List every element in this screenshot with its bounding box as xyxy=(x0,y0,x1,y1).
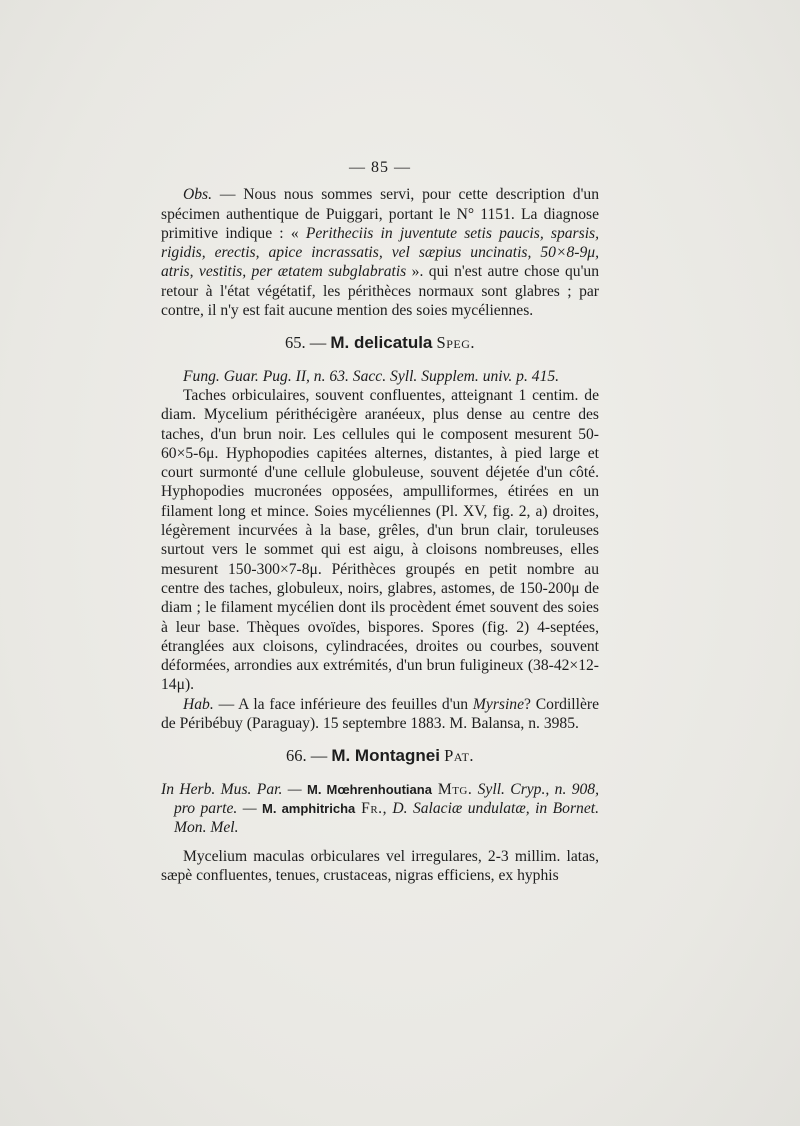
hab-plant: Myrsine xyxy=(472,695,525,713)
species-65-author: Speg. xyxy=(436,333,475,353)
species-66-reference: In Herb. Mus. Par. — M. Mœhrenhoutiana Mtg. Syll. Cryp., n. 908, pro parte. — M. amphitricha Fr., D. Salaciæ undulatæ, in Bornet. Mon. Mel. xyxy=(161,780,600,837)
obs-quote: Peritheciis in juventute setis paucis, sparsis, rigidis, erectis, apice incrassatis, vel sæpius uncinatis, 50×8-9μ, atris, vestitis, per ætatem subglabratis xyxy=(161,224,599,281)
species-66-heading xyxy=(161,746,599,765)
species-66-name: M. Montagnei xyxy=(331,746,440,766)
hab-label: Hab. xyxy=(183,695,214,713)
species-65-name: M. delicatula xyxy=(330,333,433,353)
obs-label: Obs. xyxy=(183,186,213,204)
obs-paragraph xyxy=(161,185,599,320)
species-66-number: 66. — xyxy=(285,746,332,766)
page-number: — 85 — xyxy=(349,159,411,176)
page-body xyxy=(161,158,599,885)
species-66-description: Mycelium maculas orbiculares vel irregulares, 2-3 millim. latas, sæpè confluentes, tenues, crustaceas, nigras efficiens, ex hyphis xyxy=(161,847,599,884)
species-65-description: Taches orbiculaires, souvent confluentes, atteignant 1 centim. de diam. Mycelium périthécigère aranéeux, plus dense au centre des taches, d'un brun noir. Les cellules qui le composent mesurent 50-60×5-6μ. Hyphopodies capitées alternes, distantes, à pied large et court surmonté d'une cellule globuleuse, souvent déjetée d'un côté. Hyphopodies mucronées opposées, ampulliformes, étirées en un filament long et mince. Soies mycéliennes (Pl. XV, fig. 2, a) droites, légèrement incurvées à la base, grêles, d'un brun clair, toruleuses surtout vers le sommet qui est aigu, à cloisons nombreuses, elles mesurent 150-300×7-8μ. Périthèces groupés en petit nombre au centre des taches, globuleux, noirs, glabres, astomes, de 150-200μ de diam ; le filament mycélien dont ils procèdent émet souvent des soies à leur base. Thèques ovoïdes, bispores. Spores (fig. 2) 4-septées, étranglées aux cloisons, cylindracées, droites ou courbes, souvent déformées, arrondies aux extrémités, d'un brun fuligineux (38-42×12-14μ). xyxy=(161,386,599,694)
species-65-heading xyxy=(161,333,599,352)
species-65-habitat: Hab. — A la face inférieure des feuilles d'un Myrsine? Cordillère de Péribébuy (Paraguay). 15 septembre 1883. M. Balansa, n. 3985. xyxy=(161,695,599,733)
obs-text-b: ». qui n'est autre chose qu'un retour à l'état végétatif, les périthèces normaux sont glabres ; par contre, il n'y est fait aucune mention des soies mycéliennes. xyxy=(161,263,600,320)
species-66-author: Pat. xyxy=(444,746,475,766)
spacer xyxy=(161,838,599,847)
obs-text-a: — Nous nous sommes servi, pour cette description d'un spécimen authentique de Puiggari, portant le N° 1151. La diagnose primitive indique : « xyxy=(161,186,599,242)
species-65-reference: Fung. Guar. Pug. II, n. 63. Sacc. Syll. Supplem. univ. p. 415. xyxy=(183,367,560,385)
species-65-number: 65. — xyxy=(284,333,331,353)
